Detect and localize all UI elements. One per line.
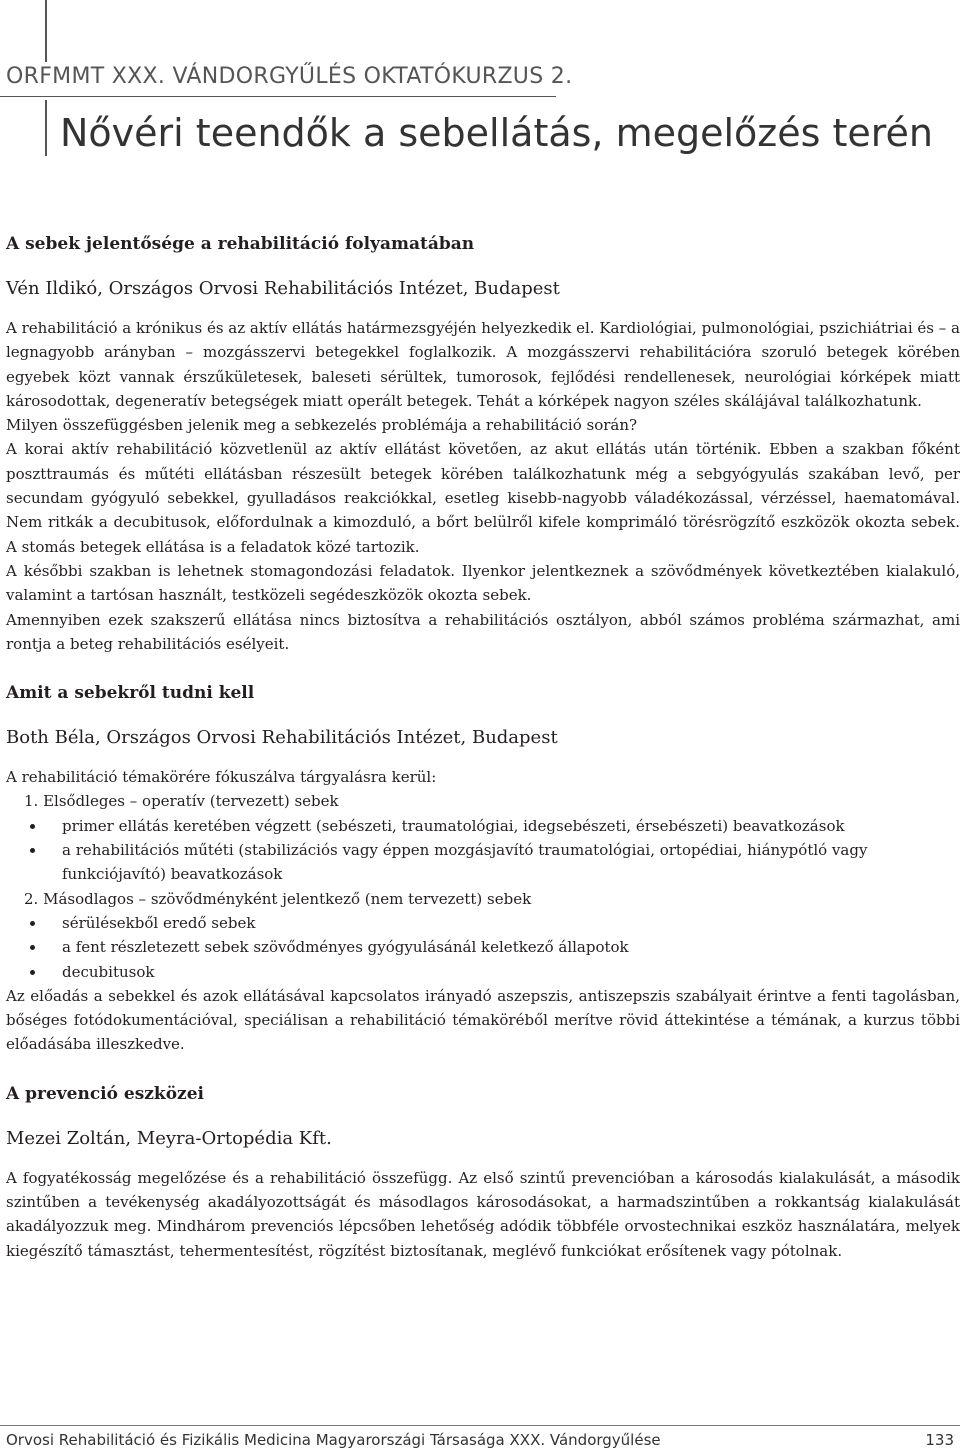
bullet-item: a fent részletezett sebek szövődményes gyógyulásánál keletkező állapotok	[62, 935, 960, 959]
bullet-item: a rehabilitációs műtéti (stabilizációs vagy éppen mozgásjavító traumatológiai, ortopédiai, hiánypótló vagy funkciójavító) beavatkozások	[62, 838, 960, 887]
section-wound-knowledge	[6, 676, 960, 1057]
header-rule-vertical-top	[45, 0, 47, 62]
page-number: 133	[925, 1431, 954, 1449]
header-rule-vertical-title	[45, 100, 47, 156]
section-wound-significance	[6, 227, 960, 656]
event-header: ORFMMT XXX. VÁNDORGYŰLÉS OKTATÓKURZUS 2.	[6, 64, 573, 89]
article-body	[6, 227, 960, 1263]
paragraph: A rehabilitáció témakörére fókuszálva tárgyalásra kerül:	[6, 768, 437, 787]
section-author: Mezei Zoltán, Meyra-Ortopédia Kft.	[6, 1127, 332, 1149]
paragraph: Amennyiben ezek szakszerű ellátása nincs biztosítva a rehabilitációs osztályon, abból számos probléma származhat, ami rontja a beteg rehabilitációs esélyeit.	[6, 610, 960, 653]
bullet-item: decubitusok	[62, 960, 960, 984]
section-author: Both Béla, Országos Orvosi Rehabilitációs Intézet, Budapest	[6, 727, 558, 749]
bullet-list	[24, 814, 960, 887]
paragraph: A fogyatékosság megelőzése és a rehabilitáció összefügg. Az első szintű prevencióban a károsodás kialakulását, a második szintűben a tevékenység akadályozottságát és másodlagos károsodásokat, a harmadszintűben a rokkantság kialakulását akadályozzuk meg. Mindhárom prevenciós lépcsőben lehetőség adódik többféle orvostechnikai eszköz használatára, melyek kiegészítő támasztást, tehermentesítést, rögzítést biztosítanak, meglévő funkciókat erősítenek vagy pótolnak.	[6, 1168, 960, 1260]
bullet-item: sérülésekből eredő sebek	[62, 911, 960, 935]
section-heading: A sebek jelentősége a rehabilitáció folyamatában	[6, 234, 475, 254]
list-item	[24, 789, 960, 886]
section-heading: Amit a sebekről tudni kell	[6, 683, 255, 704]
list-item-label: 1. Elsődleges – operatív (tervezett) sebek	[24, 792, 339, 811]
section-heading: A prevenció eszközei	[6, 1083, 204, 1104]
section-prevention-tools	[6, 1077, 960, 1263]
paragraph: A rehabilitáció a krónikus és az aktív ellátás határmezsgyéjén helyezkedik el. Kardiológiai, pulmonológiai, pszichiátriai és – a legnagyobb arányban – mozgásszervi betegekkel foglalkozik. A mozgásszervi rehabilitációra szoruló betegek körében egyebek közt vannak érszűkületesek, baleseti sérültek, tumorosok, fejlődési rendellenesek, neurológiai kórképek miatt károsodottak, degeneratív betegségek miatt operált betegek. Tehát a kórképek nagyon széles skálájával találkozhatunk.	[6, 319, 960, 410]
section-author: Vén Ildikó, Országos Orvosi Rehabilitációs Intézet, Budapest	[6, 278, 560, 299]
paragraph: A korai aktív rehabilitáció közvetlenül az aktív ellátást követően, az akut ellátás után történik. Ebben a szakban főként poszttraumás és műtéti ellátásban részesült betegek körében találkozhatunk még a sebgyógyulás szakában levő, per secundam gyógyuló sebekkel, gyulladásos reakciókkal, esetleg kisebb-nagyobb váladékozással, vérzéssel, haematomával. Nem ritkák a decubitusok, előfordulnak a kimozduló, a bőrt belülről kifele komprimáló törésrögzítő eszközök okozta sebek. A stomás betegek ellátása is a feladatok közé tartozik.	[6, 440, 960, 556]
bullet-item: primer ellátás keretében végzett (sebészeti, traumatológiai, idegsebészeti, érsebészeti) beavatkozások	[62, 814, 960, 838]
list-item-label: 2. Másodlagos – szövődményként jelentkező (nem tervezett) sebek	[24, 889, 532, 908]
footer-text: Orvosi Rehabilitáció és Fizikális Medicina Magyarországi Társasága XXX. Vándorgyűlése	[6, 1431, 661, 1449]
bullet-list	[24, 911, 960, 984]
paragraph: A későbbi szakban is lehetnek stomagondozási feladatok. Ilyenkor jelentkeznek a szövődmények következtében kialakuló, valamint a tartósan használt, testközeli segédeszközök okozta sebek.	[6, 561, 960, 605]
paragraph: Az előadás a sebekkel és azok ellátásával kapcsolatos irányadó aszepszis, antiszepszis szabályait érintve a fenti tagolásban, bőséges fotódokumentációval, speciálisan a rehabilitáció témaköréből merítve rövid áttekintése a témának, a kurzus többi előadásába illeszkedve.	[6, 986, 960, 1054]
header-rule-horizontal	[0, 96, 556, 97]
wound-type-list	[6, 789, 960, 983]
list-item	[24, 887, 960, 984]
paragraph: Milyen összefüggésben jelenik meg a sebkezelés problémája a rehabilitáció során?	[6, 416, 638, 435]
page-title: Nővéri teendők a sebellátás, megelőzés terén	[60, 111, 934, 155]
footer-rule	[0, 1425, 960, 1426]
